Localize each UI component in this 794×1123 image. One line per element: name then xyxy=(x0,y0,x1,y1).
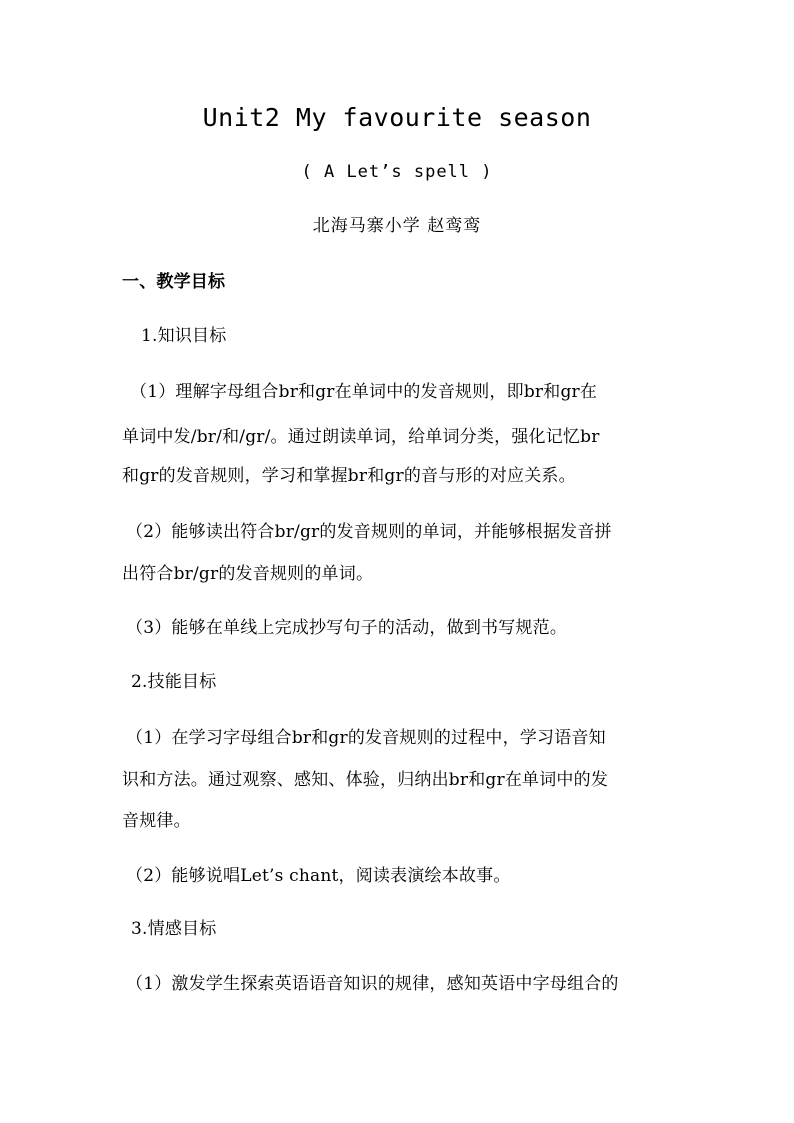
paragraph-line: （2）能够说唱Let’s chant，阅读表演绘本故事。 xyxy=(126,866,511,886)
paragraph-line: （1）激发学生探索英语语音知识的规律，感知英语中字母组合的 xyxy=(126,974,619,994)
paragraph-line: （1）理解字母组合br和gr在单词中的发音规则，即br和gr在 xyxy=(130,382,598,402)
paragraph-line: （3）能够在单线上完成抄写句子的活动，做到书写规范。 xyxy=(126,618,568,638)
author-line: 北海马寨小学 赵鸾鸾 xyxy=(312,216,482,236)
section-heading-teaching-goals: 一、教学目标 xyxy=(122,272,226,292)
paragraph-line: 单词中发/br/和/gr/。通过朗读单词，给单词分类，强化记忆br xyxy=(122,427,600,447)
paragraph-line: 出符合br/gr的发音规则的单词。 xyxy=(122,564,374,584)
subsection-heading-skills: 2.技能目标 xyxy=(131,672,217,692)
document-subtitle: ( A Let’s spell ) xyxy=(301,162,493,182)
paragraph-line: （1）在学习字母组合br和gr的发音规则的过程中，学习语音知 xyxy=(126,728,606,748)
subsection-heading-knowledge: 1.知识目标 xyxy=(141,326,227,346)
paragraph-line: （2）能够读出符合br/gr的发音规则的单词，并能够根据发音拼 xyxy=(126,522,612,542)
paragraph-line: 和gr的发音规则，学习和掌握br和gr的音与形的对应关系。 xyxy=(122,466,576,486)
document-title: Unit2 My favourite season xyxy=(202,103,592,132)
paragraph-line: 识和方法。通过观察、感知、体验，归纳出br和gr在单词中的发 xyxy=(122,770,609,790)
subsection-heading-emotion: 3.情感目标 xyxy=(131,919,217,939)
paragraph-line: 音规律。 xyxy=(122,811,191,831)
